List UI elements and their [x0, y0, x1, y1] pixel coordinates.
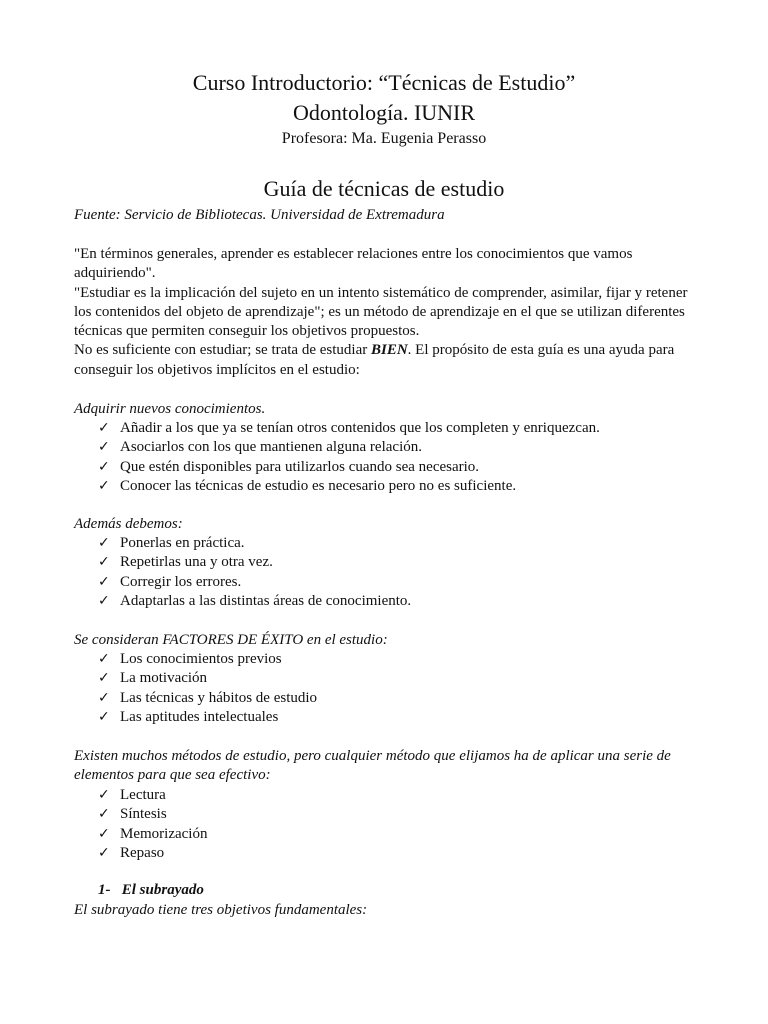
checkmark-icon: ✓ — [98, 689, 110, 706]
checkmark-icon: ✓ — [98, 573, 110, 590]
faculty-title: Odontología. IUNIR — [292, 100, 476, 125]
intro-text: . El propósito de esta guía es una ayuda para — [407, 342, 675, 359]
section-heading: Se consideran FACTORES DE ÉXITO en el estudio: — [74, 632, 388, 648]
intro-line: los contenidos del objeto de aprendizaje"; es un método de aprendizaje en el que se utilizan diferentes — [74, 303, 685, 320]
course-title: Curso Introductorio: “Técnicas de Estudio” — [192, 70, 576, 95]
list-item: ✓ Las aptitudes intelectuales — [98, 708, 698, 727]
checkmark-icon: ✓ — [98, 708, 110, 725]
section-heading: Adquirir nuevos conocimientos. — [74, 401, 266, 417]
section-heading-line: elementos para que sea efectivo: — [74, 767, 271, 784]
checkmark-icon: ✓ — [98, 670, 110, 687]
checkmark-icon: ✓ — [98, 554, 110, 571]
list-item: ✓ Las técnicas y hábitos de estudio — [98, 689, 698, 708]
intro-line: técnicas que permiten conseguir los objetivos propuestos. — [74, 323, 420, 340]
subheading — [98, 881, 204, 900]
list-item: ✓ Corregir los errores. — [98, 573, 698, 592]
subheading-label: El subrayado — [121, 882, 204, 898]
intro-line — [74, 341, 694, 360]
subheading-followup: El subrayado tiene tres objetivos fundamentales: — [74, 902, 368, 918]
list-item: ✓ Asociarlos con los que mantienen alguna relación. — [98, 438, 698, 457]
guide-title: Guía de técnicas de estudio — [263, 176, 505, 201]
intro-paragraph — [74, 245, 694, 380]
teacher-line: Profesora: Ma. Eugenia Perasso — [281, 130, 487, 147]
list-item: ✓ La motivación — [98, 669, 698, 688]
checkmark-icon: ✓ — [98, 420, 110, 436]
list-item: ✓ Que estén disponibles para utilizarlos cuando sea necesario. — [98, 458, 698, 477]
checkmark-icon: ✓ — [98, 844, 110, 861]
list-item: ✓ Los conocimientos previos — [98, 650, 698, 669]
checkmark-icon: ✓ — [98, 535, 110, 551]
checkmark-icon: ✓ — [98, 651, 110, 667]
section-heading — [74, 747, 694, 786]
intro-text: No es suficiente con estudiar; se trata de estudiar — [74, 342, 371, 359]
intro-line: "En términos generales, aprender es establecer relaciones entre los conocimientos que vamos — [74, 246, 633, 262]
list-item: ✓ Repaso — [98, 844, 698, 863]
intro-line: "Estudiar es la implicación del sujeto en un intento sistemático de comprender, asimilar, fijar y retener — [74, 284, 688, 301]
list-item: ✓ Síntesis — [98, 805, 698, 824]
section-heading-line: Existen muchos métodos de estudio, pero cualquier método que elijamos ha de aplicar una serie de — [74, 748, 671, 764]
intro-line: conseguir los objetivos implícitos en el estudio: — [74, 361, 360, 378]
checkmark-icon: ✓ — [98, 806, 110, 823]
subheading-number: 1- — [98, 882, 111, 898]
checklist — [98, 650, 698, 727]
list-item: ✓ Repetirlas una y otra vez. — [98, 553, 698, 572]
intro-line: adquiriendo". — [74, 265, 156, 282]
checkmark-icon: ✓ — [98, 458, 110, 475]
list-item: ✓ Ponerlas en práctica. — [98, 534, 698, 553]
checklist — [98, 786, 698, 863]
list-item: ✓ Lectura — [98, 786, 698, 805]
checklist — [98, 534, 698, 611]
list-item: ✓ Conocer las técnicas de estudio es necesario pero no es suficiente. — [98, 477, 698, 496]
checkmark-icon: ✓ — [98, 825, 110, 842]
checkmark-icon: ✓ — [98, 439, 110, 456]
section-heading: Además debemos: — [74, 516, 183, 532]
checkmark-icon: ✓ — [98, 592, 110, 609]
list-item: ✓ Adaptarlas a las distintas áreas de conocimiento. — [98, 592, 698, 611]
list-item: ✓ Memorización — [98, 825, 698, 844]
list-item: ✓ Añadir a los que ya se tenían otros contenidos que los completen y enriquezcan. — [98, 419, 698, 438]
checkmark-icon: ✓ — [98, 787, 110, 803]
emphasis-bien: BIEN — [370, 342, 408, 359]
source-line: Fuente: Servicio de Bibliotecas. Universidad de Extremadura — [74, 207, 445, 223]
checkmark-icon: ✓ — [98, 477, 110, 494]
checklist — [98, 419, 698, 496]
